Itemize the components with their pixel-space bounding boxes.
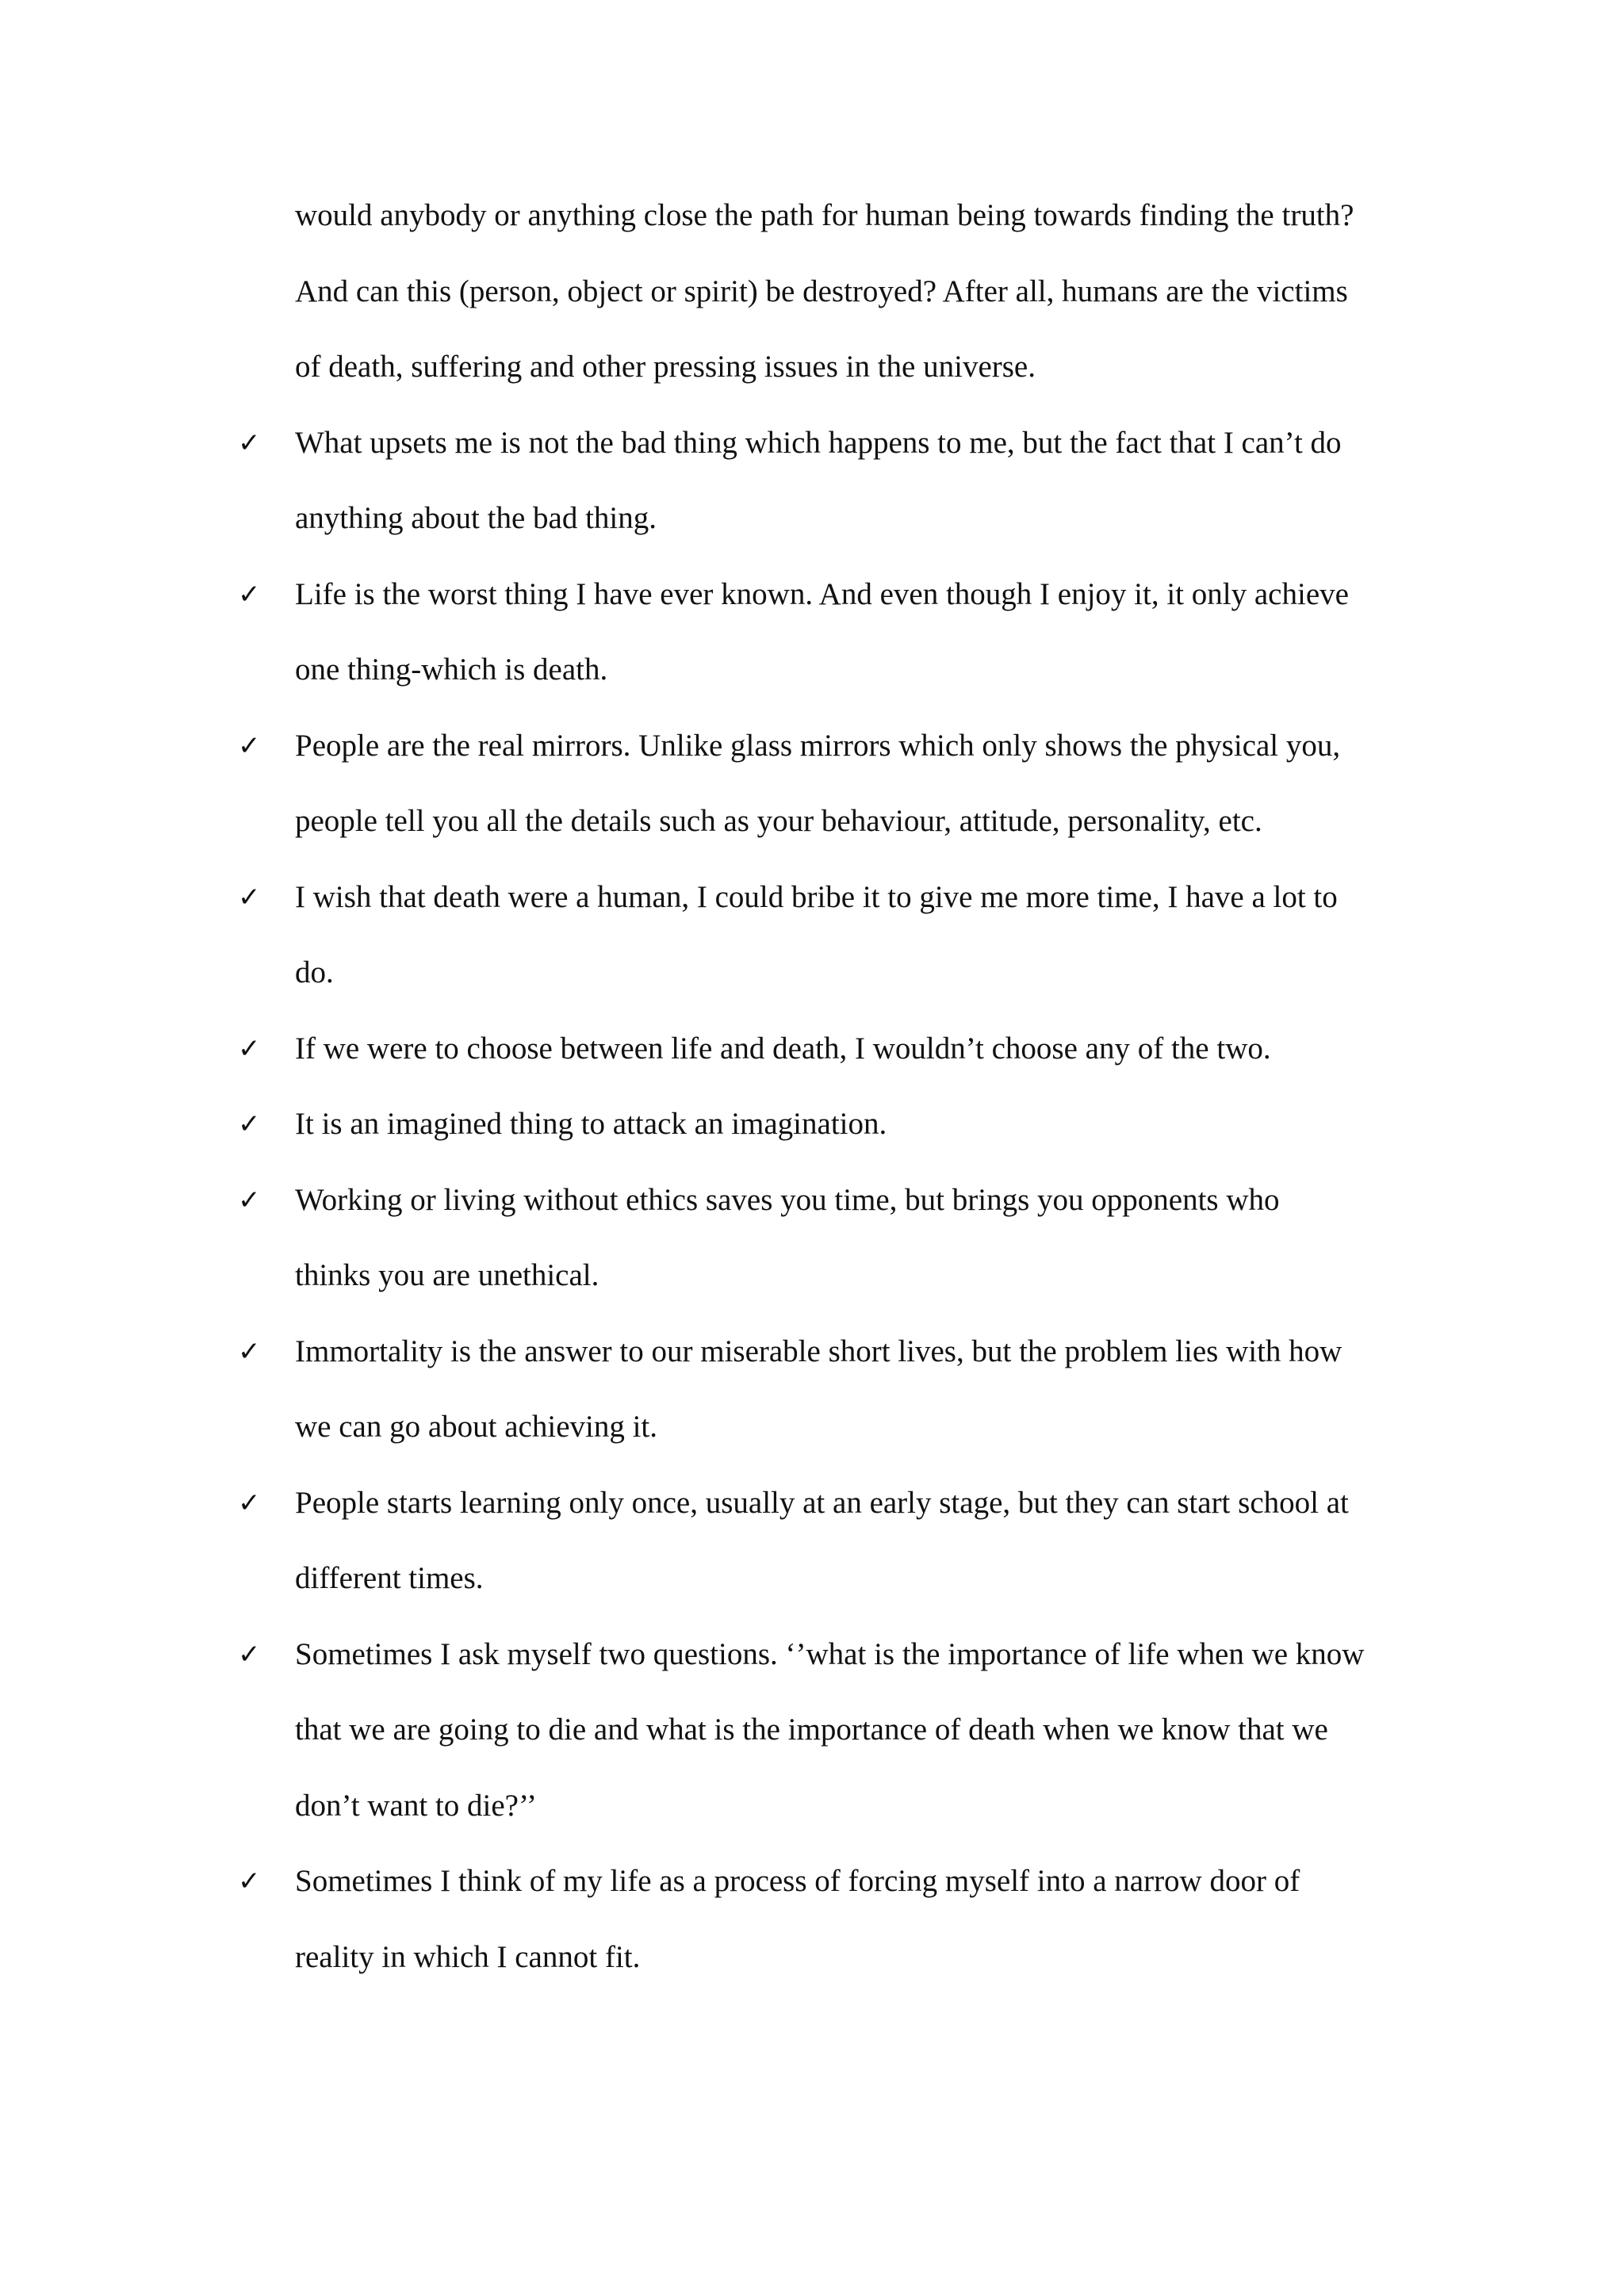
checkmark-icon: ✓	[238, 1108, 261, 1140]
checkmark-icon: ✓	[238, 1335, 261, 1368]
bullet-text: Immortality is the answer to our miserable short lives, but the problem lies with how	[295, 1334, 1342, 1368]
continuation-line	[238, 339, 1443, 415]
checkmark-icon: ✓	[238, 1487, 261, 1519]
bullet-text: people tell you all the details such as your behaviour, attitude, personality, etc.	[295, 804, 1262, 838]
bullet-text: one thing-which is death.	[295, 652, 608, 687]
bullet-item	[238, 1172, 1443, 1323]
bullet-text: I wish that death were a human, I could bribe it to give me more time, I have a lot to	[295, 879, 1338, 914]
checkmark-icon: ✓	[238, 578, 261, 610]
bullet-item	[238, 1626, 1443, 1854]
bullet-text: People starts learning only once, usually at an early stage, but they can start school at	[295, 1485, 1349, 1520]
bullet-text: It is an imagined thing to attack an imagination.	[295, 1107, 887, 1141]
checkmark-icon: ✓	[238, 729, 261, 762]
bullet-text: different times.	[295, 1561, 484, 1595]
bullet-item	[238, 415, 1443, 566]
bullet-text: reality in which I cannot fit.	[295, 1939, 641, 1974]
continuation-line	[238, 187, 1443, 263]
checkmark-icon: ✓	[238, 1866, 261, 1897]
bullet-text: If we were to choose between life and death, I wouldn’t choose any of the two.	[295, 1031, 1271, 1066]
checkmark-icon: ✓	[238, 427, 261, 459]
bullet-text: we can go about achieving it.	[295, 1410, 658, 1444]
bullet-text: that we are going to die and what is the importance of death when we know that we	[295, 1712, 1328, 1747]
bullet-text: don’t want to die?’’	[295, 1788, 538, 1823]
bullet-item	[238, 566, 1443, 718]
bullet-text: anything about the bad thing.	[295, 501, 657, 535]
bullet-item	[238, 1020, 1443, 1096]
checkmark-icon: ✓	[238, 1184, 261, 1216]
continuation-line	[238, 263, 1443, 339]
line-text: of death, suffering and other pressing issues in the universe.	[295, 350, 1036, 384]
bullet-item	[238, 1853, 1443, 2004]
bullet-item	[238, 1323, 1443, 1475]
document-body	[238, 187, 1443, 2004]
bullet-text: People are the real mirrors. Unlike glass mirrors which only shows the physical you,	[295, 728, 1341, 763]
bullet-item	[238, 1475, 1443, 1626]
line-text: would anybody or anything close the path for human being towards finding the truth?	[295, 198, 1354, 232]
bullet-text: Sometimes I ask myself two questions. ‘’what is the importance of life when we know	[295, 1636, 1365, 1671]
bullet-text: What upsets me is not the bad thing which happens to me, but the fact that I can’t do	[295, 425, 1342, 460]
bullet-text: thinks you are unethical.	[295, 1258, 599, 1292]
bullet-text: Working or living without ethics saves you time, but brings you opponents who	[295, 1182, 1280, 1217]
bullet-text: do.	[295, 955, 334, 989]
bullet-item	[238, 869, 1443, 1020]
checkmark-icon: ✓	[238, 1032, 261, 1065]
bullet-text: Sometimes I think of my life as a process of forcing myself into a narrow door of	[295, 1864, 1300, 1898]
checkmark-icon: ✓	[238, 881, 261, 913]
bullet-text: Life is the worst thing I have ever known. And even though I enjoy it, it only achieve	[295, 576, 1349, 611]
line-text: And can this (person, object or spirit) be destroyed? After all, humans are the victims	[295, 274, 1348, 308]
bullet-item	[238, 1096, 1443, 1172]
bullet-item	[238, 718, 1443, 869]
checkmark-icon: ✓	[238, 1638, 261, 1670]
